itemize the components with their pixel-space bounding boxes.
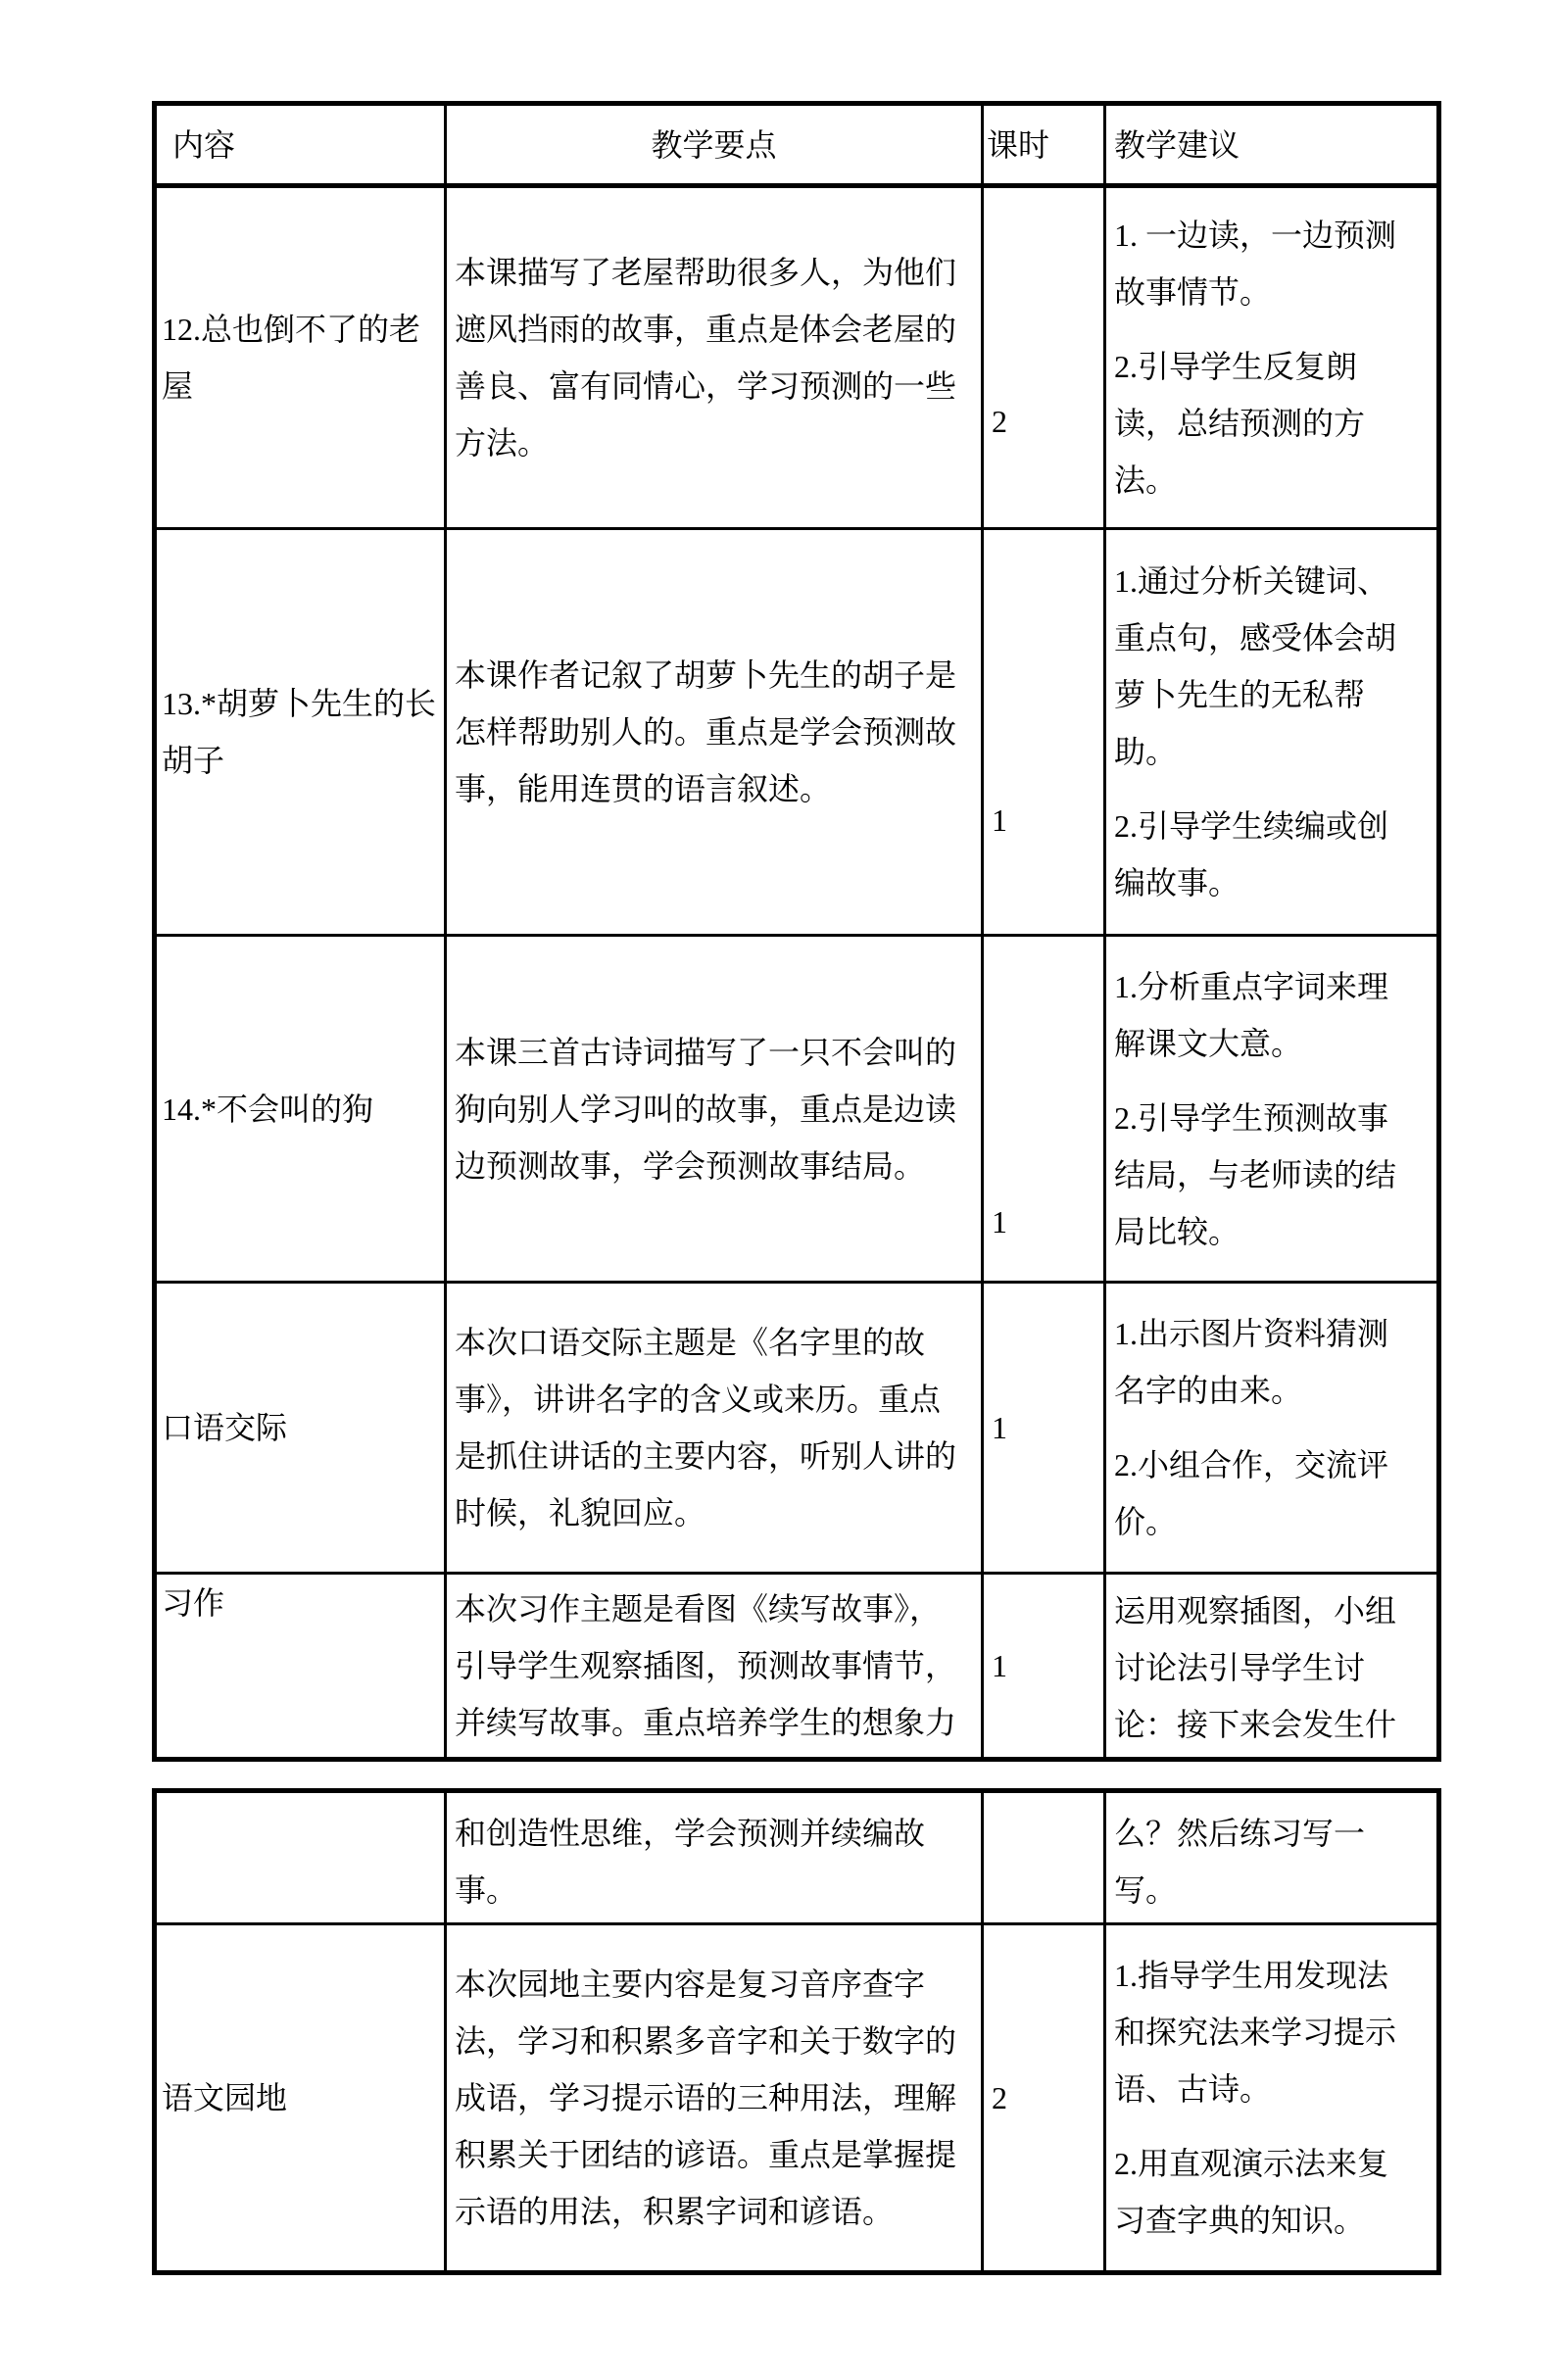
advice-paragraph: 1.分析重点字词来理解课文大意。 [1114, 968, 1389, 1061]
cell-content: 12.总也倒不了的老屋 [155, 186, 446, 529]
advice-paragraph: 2.用直观演示法来复习查字典的知识。 [1114, 2146, 1389, 2238]
table-row [155, 936, 1439, 1283]
header-row [155, 104, 1439, 186]
lesson-plan-table [152, 101, 1441, 1762]
cell-advice [1105, 529, 1439, 936]
cell-points: 本课作者记叙了胡萝卜先生的胡子是怎样帮助别人的。重点是学会预测故事，能用连贯的语言叙述。 [446, 529, 983, 936]
advice-paragraph: 2.引导学生反复朗读，总结预测的方法。 [1114, 349, 1366, 498]
cell-content: 口语交际 [155, 1283, 446, 1574]
cell-points: 本次园地主要内容是复习音序查字法，学习和积累多音字和关于数字的成语，学习提示语的三种用法，理解积累关于团结的谚语。重点是掌握提示语的用法，积累字词和谚语。 [446, 1924, 983, 2273]
cell-advice [1105, 186, 1439, 529]
cell-content: 14.*不会叫的狗 [155, 936, 446, 1283]
cell-content: 13.*胡萝卜先生的长胡子 [155, 529, 446, 936]
table-row [155, 1283, 1439, 1574]
advice-paragraph: 1.通过分析关键词、重点句，感受体会胡萝卜先生的无私帮助。 [1114, 563, 1397, 769]
advice-paragraph: 1.指导学生用发现法和探究法来学习提示语、古诗。 [1114, 1958, 1397, 2107]
cell-advice [1105, 1924, 1439, 2273]
cell-points: 本次口语交际主题是《名字里的故事》，讲讲名字的含义或来历。重点是抓住讲话的主要内容，听别人讲的时候，礼貌回应。 [446, 1283, 983, 1574]
cell-advice [1105, 1791, 1439, 1924]
advice-paragraph: 1.出示图片资料猜测名字的由来。 [1114, 1316, 1389, 1408]
cell-hours: 1 [983, 529, 1105, 936]
advice-paragraph: 2.引导学生续编或创编故事。 [1114, 808, 1389, 900]
cell-hours: 2 [983, 186, 1105, 529]
cell-points: 本课描写了老屋帮助很多人，为他们遮风挡雨的故事，重点是体会老屋的善良、富有同情心，学习预测的一些方法。 [446, 186, 983, 529]
advice-paragraph: 么？然后练习写一写。 [1114, 1816, 1366, 1908]
advice-paragraph: 2.引导学生预测故事结局，与老师读的结局比较。 [1114, 1099, 1397, 1249]
cell-hours: 2 [983, 1924, 1105, 2273]
cell-points: 本次习作主题是看图《续写故事》，引导学生观察插图，预测故事情节，并续写故事。重点培养学生的想象力 [446, 1574, 983, 1760]
cell-content [155, 1791, 446, 1924]
lesson-plan-table-continued [152, 1788, 1441, 2275]
cell-hours: 1 [983, 1574, 1105, 1760]
advice-paragraph: 2.小组合作，交流评价。 [1114, 1447, 1389, 1539]
cell-content: 习作 [155, 1574, 446, 1760]
cell-content: 语文园地 [155, 1924, 446, 2273]
col-header-content: 内容 [155, 104, 446, 186]
cell-points: 和创造性思维，学会预测并续编故事。 [446, 1791, 983, 1924]
advice-paragraph: 运用观察插图，小组讨论法引导学生讨论：接下来会发生什 [1114, 1593, 1397, 1742]
col-header-points: 教学要点 [446, 104, 983, 186]
cell-hours: 1 [983, 936, 1105, 1283]
col-header-hours: 课时 [983, 104, 1105, 186]
table-row [155, 1791, 1439, 1924]
cell-advice [1105, 1574, 1439, 1760]
table-row [155, 529, 1439, 936]
advice-paragraph: 1. 一边读，一边预测故事情节。 [1114, 218, 1397, 310]
table-row [155, 1574, 1439, 1760]
cell-advice [1105, 936, 1439, 1283]
table-row [155, 186, 1439, 529]
cell-hours [983, 1791, 1105, 1924]
cell-points: 本课三首古诗词描写了一只不会叫的狗向别人学习叫的故事，重点是边读边预测故事，学会预测故事结局。 [446, 936, 983, 1283]
col-header-advice: 教学建议 [1105, 104, 1439, 186]
table-row [155, 1924, 1439, 2273]
cell-advice [1105, 1283, 1439, 1574]
cell-hours: 1 [983, 1283, 1105, 1574]
